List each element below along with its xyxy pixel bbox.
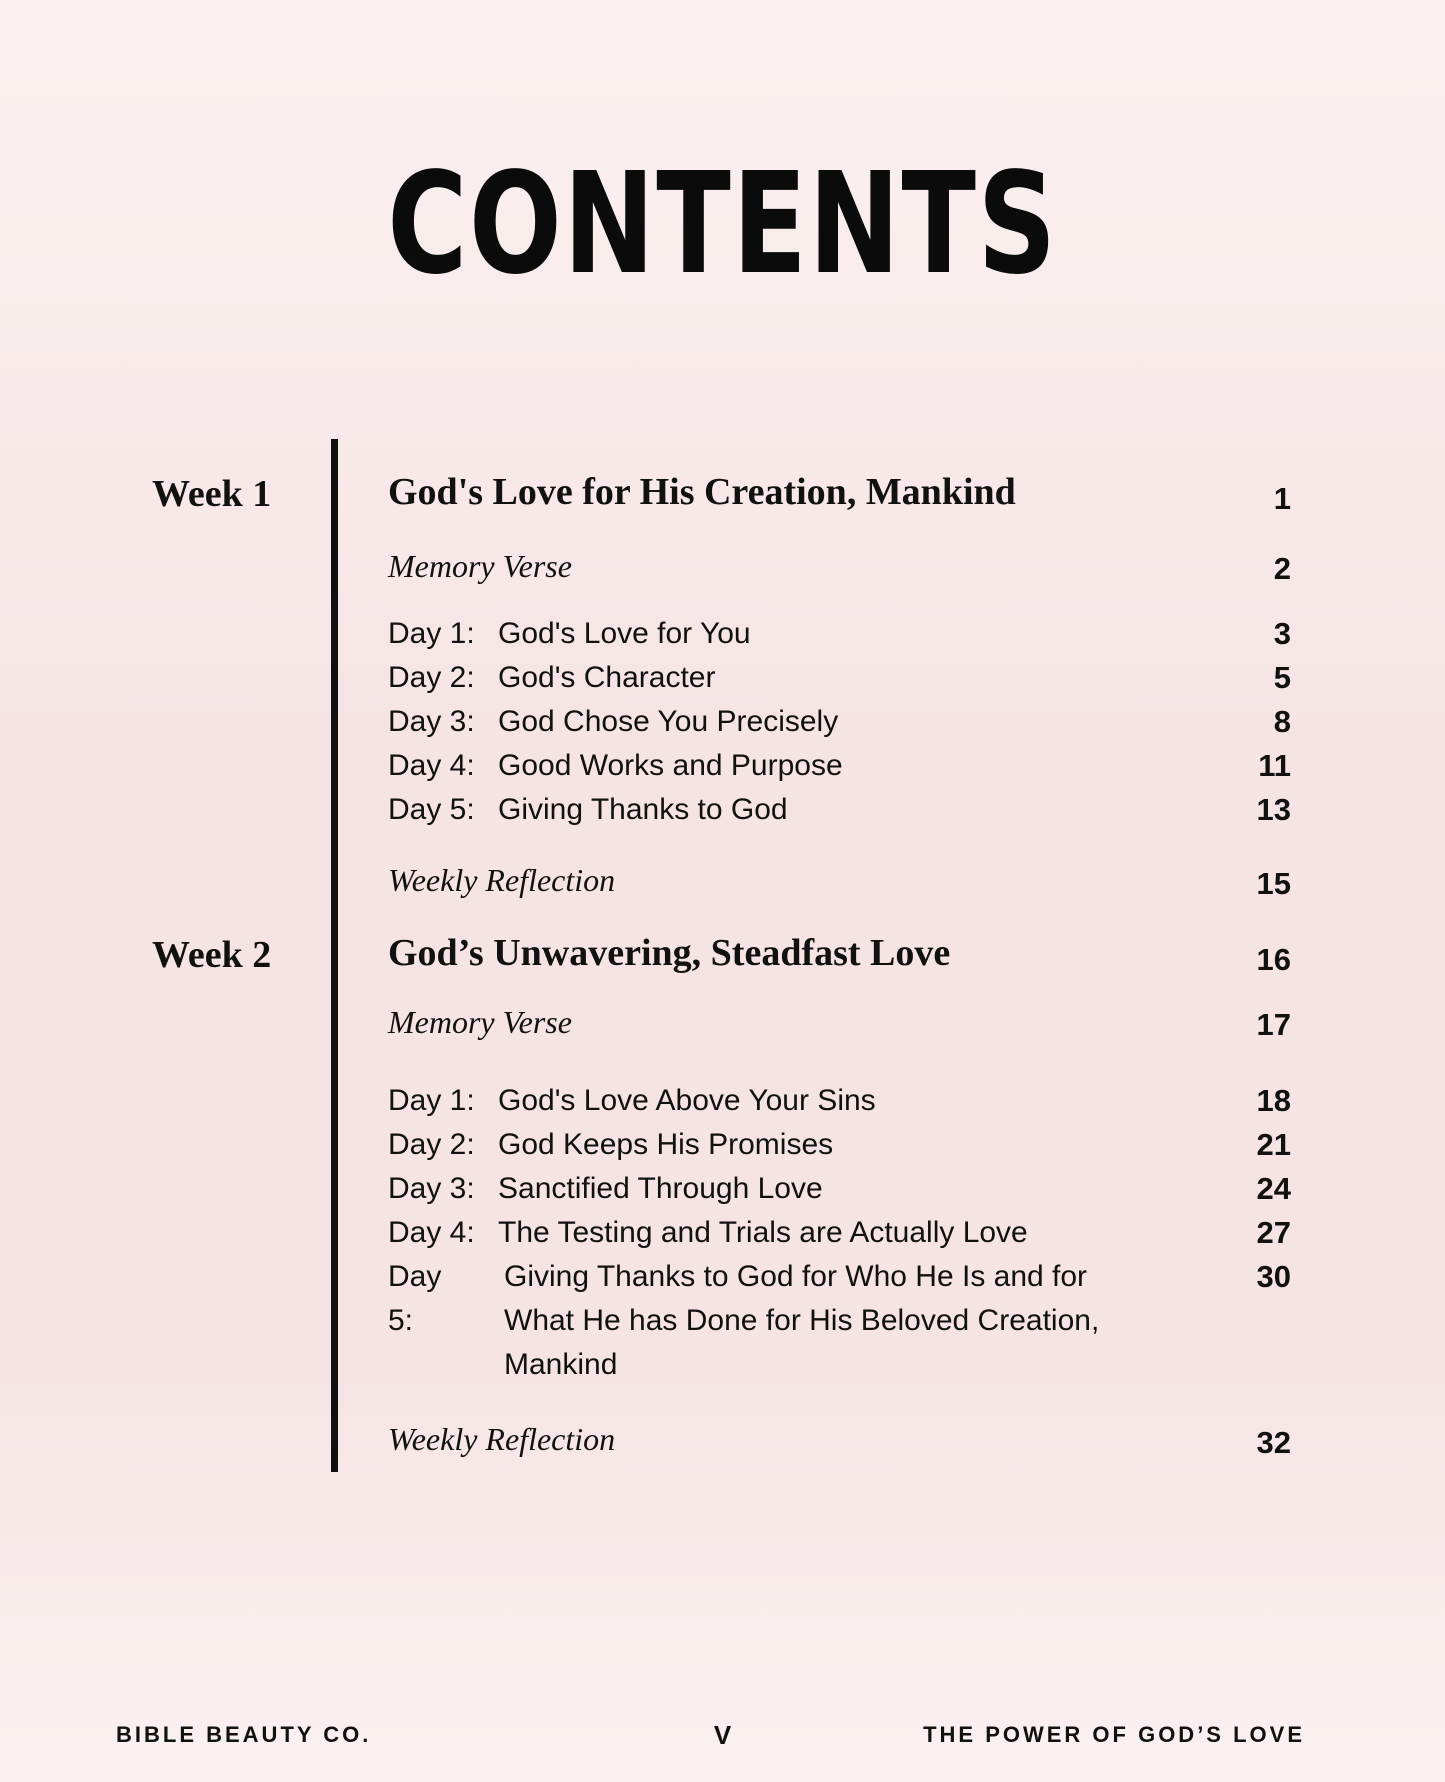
week-1-day-2-page: 5 [1273, 660, 1291, 695]
week-2-day-2[interactable] [388, 1123, 833, 1167]
day-number: Day 4: [388, 1216, 475, 1249]
day-number: Day 4: [388, 749, 475, 782]
week-2-page: 16 [1256, 942, 1291, 977]
day-number: Day 1: [388, 1084, 475, 1117]
day-number: Day 2: [388, 1128, 475, 1161]
footer-book-title: THE POWER OF GOD’S LOVE [923, 1722, 1305, 1747]
day-number: Day 3: [388, 1172, 475, 1205]
day-title: Giving Thanks to God [498, 793, 788, 826]
footer-page-number: V [713, 1720, 732, 1750]
week-1-memory-verse-page: 2 [1273, 551, 1291, 586]
day-title: God Keeps His Promises [498, 1128, 834, 1161]
week-2-weekly-reflection[interactable]: Weekly Reflection [388, 1421, 616, 1457]
week-2-day-1-page: 18 [1256, 1083, 1291, 1118]
vertical-divider [331, 439, 338, 1472]
day-title: The Testing and Trials are Actually Love [498, 1216, 1028, 1249]
week-1-day-2[interactable] [388, 656, 716, 700]
week-2-title[interactable]: God’s Unwavering, Steadfast Love [388, 932, 951, 974]
week-1-title[interactable]: God's Love for His Creation, Mankind [388, 471, 1016, 513]
day-title: Giving Thanks to God for Who He Is and for What He has Done for His Beloved Creation, Mankind [504, 1260, 1100, 1381]
day-number: Day 1: [388, 617, 475, 650]
week-1-weekly-reflection-page: 15 [1256, 866, 1291, 901]
day-number: Day 3: [388, 705, 475, 738]
week-1-day-1[interactable] [388, 612, 751, 656]
day-number: Day 5: [388, 1260, 442, 1337]
week-1-page: 1 [1273, 481, 1291, 516]
week-2-memory-verse[interactable]: Memory Verse [388, 1004, 572, 1040]
week-1-day-5[interactable] [388, 788, 788, 832]
day-number: Day 2: [388, 661, 475, 694]
week-1-weekly-reflection[interactable]: Weekly Reflection [388, 862, 616, 898]
week-1-day-4-page: 11 [1258, 748, 1291, 783]
week-2-day-1[interactable] [388, 1079, 876, 1123]
week-2-day-2-page: 21 [1256, 1127, 1291, 1162]
day-title: God's Character [498, 661, 716, 694]
week-1-day-1-page: 3 [1273, 616, 1291, 651]
week-2-weekly-reflection-page: 32 [1256, 1425, 1291, 1460]
week-1-day-5-page: 13 [1256, 792, 1291, 827]
page-title: CONTENTS [387, 143, 1058, 306]
week-1-day-3-page: 8 [1273, 704, 1291, 739]
week-2-day-4[interactable] [388, 1211, 1028, 1255]
footer-publisher: BIBLE BEAUTY CO. [116, 1722, 372, 1747]
week-1-day-4[interactable] [388, 744, 843, 788]
week-2-day-3-page: 24 [1256, 1171, 1291, 1206]
day-title: God's Love Above Your Sins [498, 1084, 876, 1117]
day-title: God Chose You Precisely [498, 705, 839, 738]
week-2-day-3[interactable] [388, 1167, 823, 1211]
week-2-day-4-page: 27 [1256, 1215, 1291, 1250]
day-number: Day 5: [388, 793, 475, 826]
day-title: Sanctified Through Love [498, 1172, 823, 1205]
week-2-label: Week 2 [152, 934, 272, 976]
day-title: God's Love for You [498, 617, 751, 650]
week-2-day-5-page: 30 [1256, 1259, 1291, 1294]
week-1-label: Week 1 [152, 473, 272, 515]
week-2-memory-verse-page: 17 [1256, 1007, 1291, 1042]
week-1-memory-verse[interactable]: Memory Verse [388, 548, 572, 584]
day-title: Good Works and Purpose [498, 749, 843, 782]
week-1-day-3[interactable] [388, 700, 838, 744]
